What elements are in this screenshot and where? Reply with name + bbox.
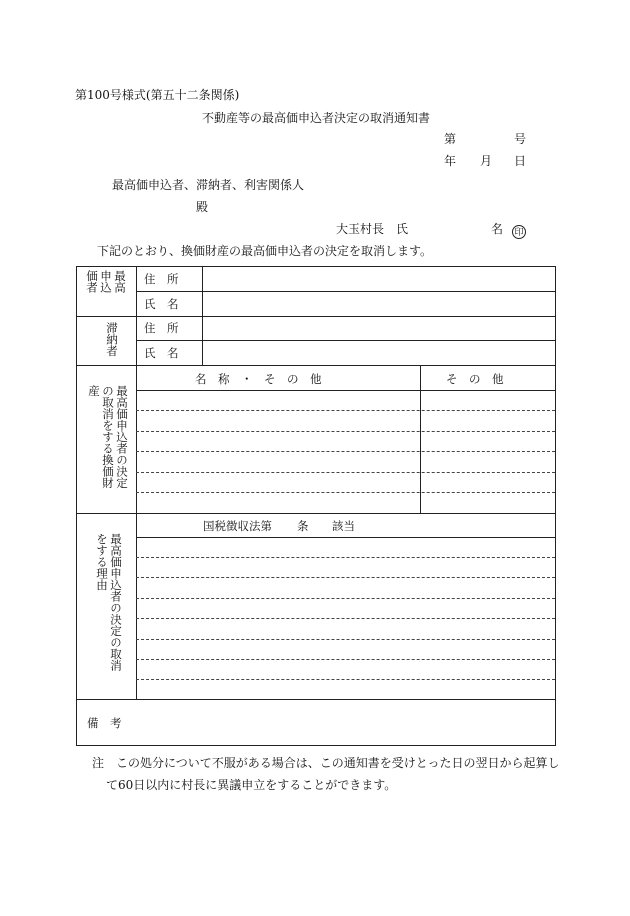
reason-row[interactable] <box>143 581 543 595</box>
delinquent-name-label: 氏 名 <box>144 346 179 360</box>
property-row-divider <box>136 451 555 452</box>
property-row-divider <box>136 410 555 411</box>
bidder-label-col3: 価者 <box>85 270 99 293</box>
delinquent-label <box>99 322 119 357</box>
property-row[interactable] <box>143 455 413 469</box>
remarks-label: 備 考 <box>87 716 122 730</box>
reason-header-divider <box>136 537 555 538</box>
divider-property-end <box>77 513 555 514</box>
property-row[interactable] <box>143 394 413 408</box>
reason-label-col1: 最高価申込者の決定の取消 <box>109 533 123 671</box>
note-line-1: 注 この処分について不服がある場合は、この通知書を受けとった日の翌日から起算し <box>92 756 560 770</box>
delinquent-label-text: 滞納者 <box>105 322 119 357</box>
reason-label-col2: をする理由 <box>95 533 109 591</box>
reason-row[interactable] <box>143 622 543 636</box>
divider-reason-end <box>77 699 555 700</box>
divider-bidder-inner <box>136 291 555 292</box>
field-label-divider <box>202 267 203 365</box>
bidder-address-label: 住 所 <box>144 272 179 286</box>
property-row-divider <box>136 431 555 432</box>
delinquent-address-label: 住 所 <box>144 321 179 335</box>
property-header-divider <box>136 390 555 391</box>
sender-title: 大玉村長 氏 <box>336 222 409 236</box>
law-reference-prefix: 国税徴収法第 <box>203 519 272 533</box>
reason-row-divider <box>136 618 555 619</box>
bidder-name-label: 氏 名 <box>144 297 179 311</box>
reason-row[interactable] <box>143 683 543 697</box>
divider-bidder-end <box>77 316 555 317</box>
property-label-col1: 最高価申込者の決定 <box>115 385 129 489</box>
reason-row[interactable] <box>143 561 543 575</box>
property-row-divider <box>136 492 555 493</box>
law-reference-article: 条 <box>297 519 309 533</box>
reason-row-divider <box>136 659 555 660</box>
bidder-label <box>85 270 127 293</box>
date-year: 年 <box>444 154 457 168</box>
seal-icon: 印 <box>512 225 526 239</box>
bidder-address-field[interactable] <box>209 271 549 289</box>
reason-row[interactable] <box>143 663 543 677</box>
divider-delinquent-inner <box>136 340 555 341</box>
reason-row[interactable] <box>143 602 543 616</box>
property-row-divider <box>136 472 555 473</box>
reason-row[interactable] <box>143 541 543 555</box>
date-day: 日 <box>514 154 527 168</box>
property-col-other-header: そ の 他 <box>446 372 504 386</box>
delinquent-address-field[interactable] <box>209 320 549 338</box>
document-title: 不動産等の最高価申込者決定の取消通知書 <box>202 111 431 125</box>
form-number: 第100号様式(第五十二条関係) <box>75 88 240 102</box>
property-col-name-header: 名 称 ・ そ の 他 <box>195 372 322 386</box>
number-suffix: 号 <box>514 132 527 146</box>
remarks-field[interactable] <box>143 707 548 739</box>
reason-row-divider <box>136 679 555 680</box>
property-row[interactable] <box>143 435 413 449</box>
label-column-divider <box>136 267 137 699</box>
bidder-name-field[interactable] <box>209 296 549 314</box>
sender-name-suffix: 名 <box>491 222 504 236</box>
property-row[interactable] <box>143 476 413 490</box>
reason-label <box>91 533 123 671</box>
date-month: 月 <box>480 154 493 168</box>
note-line-2: て60日以内に村長に異議申立をすることができます。 <box>106 778 397 792</box>
reason-row[interactable] <box>143 643 543 657</box>
intro-text: 下記のとおり、換価財産の最高価申込者の決定を取消します。 <box>97 244 433 258</box>
law-reference-suffix: 該当 <box>332 519 355 533</box>
reason-row-divider <box>136 577 555 578</box>
recipients: 最高価申込者、滞納者、利害関係人 <box>112 178 305 192</box>
property-label-col2: の取消をする換価財 <box>101 385 115 489</box>
cancellation-form <box>76 266 556 746</box>
property-label-col3: 産 <box>87 385 101 397</box>
divider-delinquent-end <box>77 365 555 366</box>
bidder-label-col2: 申込 <box>99 270 113 293</box>
number-label: 第 <box>444 132 457 146</box>
bidder-label-col1: 最高 <box>113 270 127 293</box>
reason-row-divider <box>136 639 555 640</box>
property-label <box>85 385 129 489</box>
property-row[interactable] <box>143 414 413 428</box>
reason-row-divider <box>136 557 555 558</box>
seal-mark <box>512 220 526 239</box>
reason-row-divider <box>136 598 555 599</box>
honorific: 殿 <box>196 200 209 214</box>
property-column-divider <box>420 365 421 513</box>
delinquent-name-field[interactable] <box>209 345 549 363</box>
